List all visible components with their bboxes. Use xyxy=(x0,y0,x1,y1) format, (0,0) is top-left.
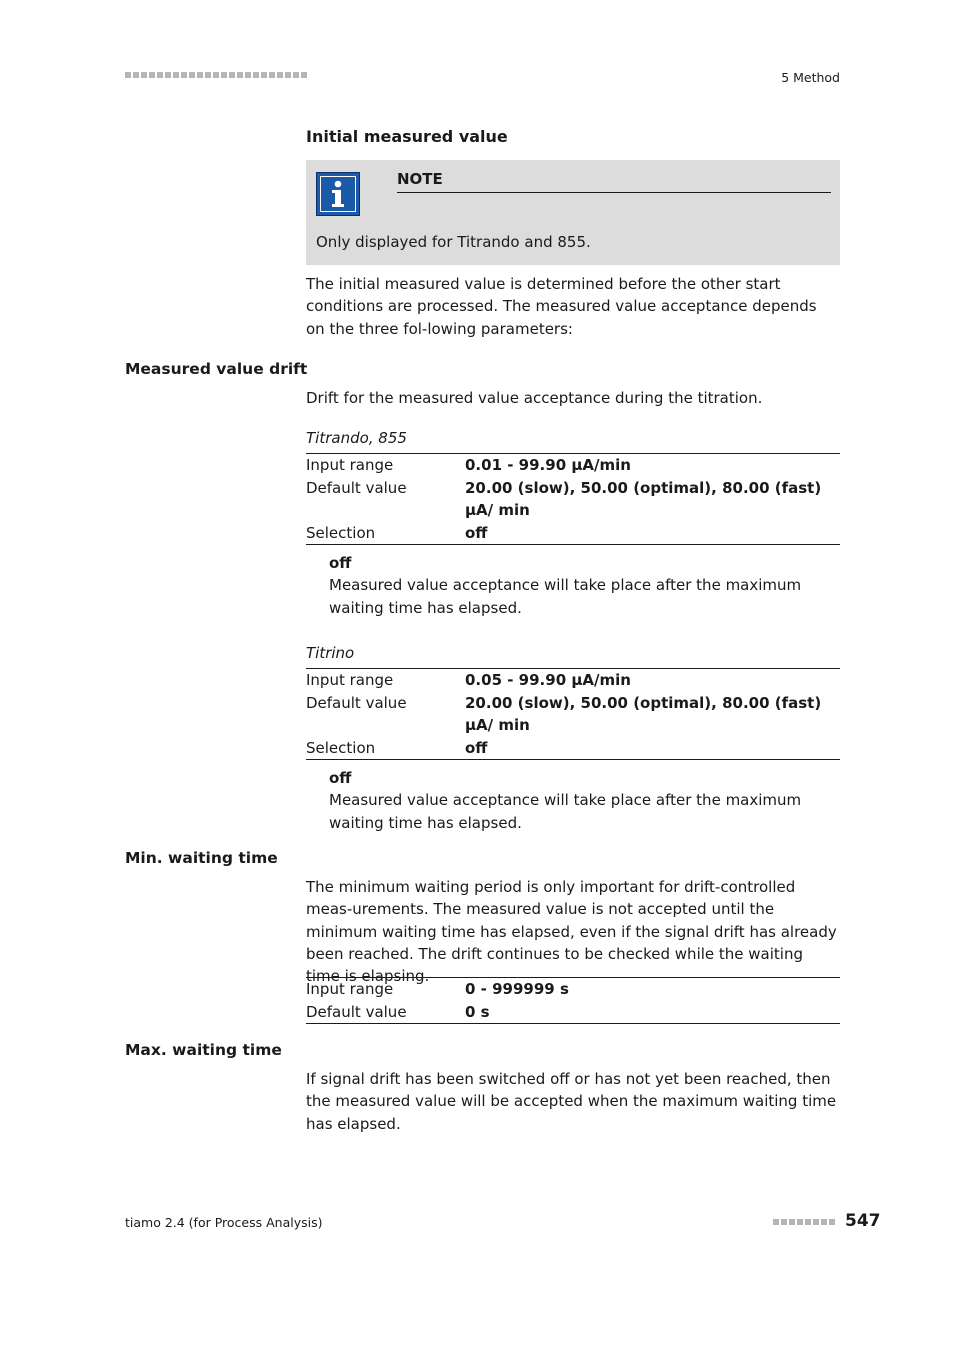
option-term: off xyxy=(329,769,352,787)
table-row xyxy=(306,692,840,737)
footer-decoration xyxy=(773,1217,839,1227)
param-value: 20.00 (slow), 50.00 (optimal), 80.00 (fast) µA/ min xyxy=(465,478,822,519)
footer-product: tiamo 2.4 (for Process Analysis) xyxy=(125,1215,323,1230)
table-row xyxy=(306,737,840,760)
max-wait-heading: Max. waiting time xyxy=(125,1041,282,1059)
drift-description: Drift for the measured value acceptance during the titration. xyxy=(306,389,763,407)
table-row xyxy=(306,978,840,1001)
drift-heading: Measured value drift xyxy=(125,360,308,378)
max-wait-description: If signal drift has been switched off or has not yet been reached, then the measured value will be accepted when the maximum waiting time has elapsed. xyxy=(306,1070,837,1133)
table-row xyxy=(306,1001,840,1024)
intro-paragraph: The initial measured value is determined before the other start conditions are processed. The measured value acceptance depends on the three fol-lowing parameters: xyxy=(306,275,817,338)
param-value: 0.05 - 99.90 µA/min xyxy=(465,671,631,689)
param-key: Selection xyxy=(306,523,376,542)
param-value: off xyxy=(465,738,488,757)
note-text: Only displayed for Titrando and 855. xyxy=(316,233,591,251)
option-term: off xyxy=(329,554,352,572)
param-key: Default value xyxy=(306,1002,407,1021)
note-box xyxy=(306,160,840,265)
param-key: Input range xyxy=(306,980,394,998)
param-value: 0 - 999999 s xyxy=(465,980,569,998)
section-title: Initial measured value xyxy=(306,127,508,146)
param-value: off xyxy=(465,523,488,542)
param-key: Default value xyxy=(306,693,407,712)
table-row xyxy=(306,522,840,545)
parameter-table xyxy=(306,453,840,545)
param-key: Input range xyxy=(306,456,394,474)
param-value: 0.01 - 99.90 µA/min xyxy=(465,456,631,474)
note-label: NOTE xyxy=(397,170,443,188)
note-divider xyxy=(397,192,831,193)
option-description xyxy=(329,767,840,834)
param-value: 0 s xyxy=(465,1002,490,1021)
param-value: 20.00 (slow), 50.00 (optimal), 80.00 (fast) µA/ min xyxy=(465,693,822,734)
min-wait-heading: Min. waiting time xyxy=(125,849,278,867)
info-icon xyxy=(316,172,360,216)
param-key: Selection xyxy=(306,738,376,757)
option-description xyxy=(329,552,840,619)
table-caption: Titrino xyxy=(306,644,355,662)
option-text: Measured value acceptance will take place after the maximum waiting time has elapsed. xyxy=(329,791,802,832)
table-row xyxy=(306,477,840,522)
table-caption: Titrando, 855 xyxy=(306,429,407,447)
option-text: Measured value acceptance will take place after the maximum waiting time has elapsed. xyxy=(329,576,802,617)
param-key: Input range xyxy=(306,671,394,689)
parameter-table xyxy=(306,977,840,1024)
chapter-title: 5 Method xyxy=(781,70,840,85)
table-row xyxy=(306,669,840,692)
min-wait-description: The minimum waiting period is only important for drift-controlled meas-urements. The measured value is not accepted until the minimum waiting time has elapsed, even if the signal drift has already been reached. The drift continues to be checked while the waiting time is elapsing. xyxy=(306,878,837,986)
param-key: Default value xyxy=(306,478,407,497)
parameter-table xyxy=(306,668,840,760)
header-decoration xyxy=(125,70,307,80)
table-row xyxy=(306,454,840,477)
page-number: 547 xyxy=(845,1211,881,1231)
